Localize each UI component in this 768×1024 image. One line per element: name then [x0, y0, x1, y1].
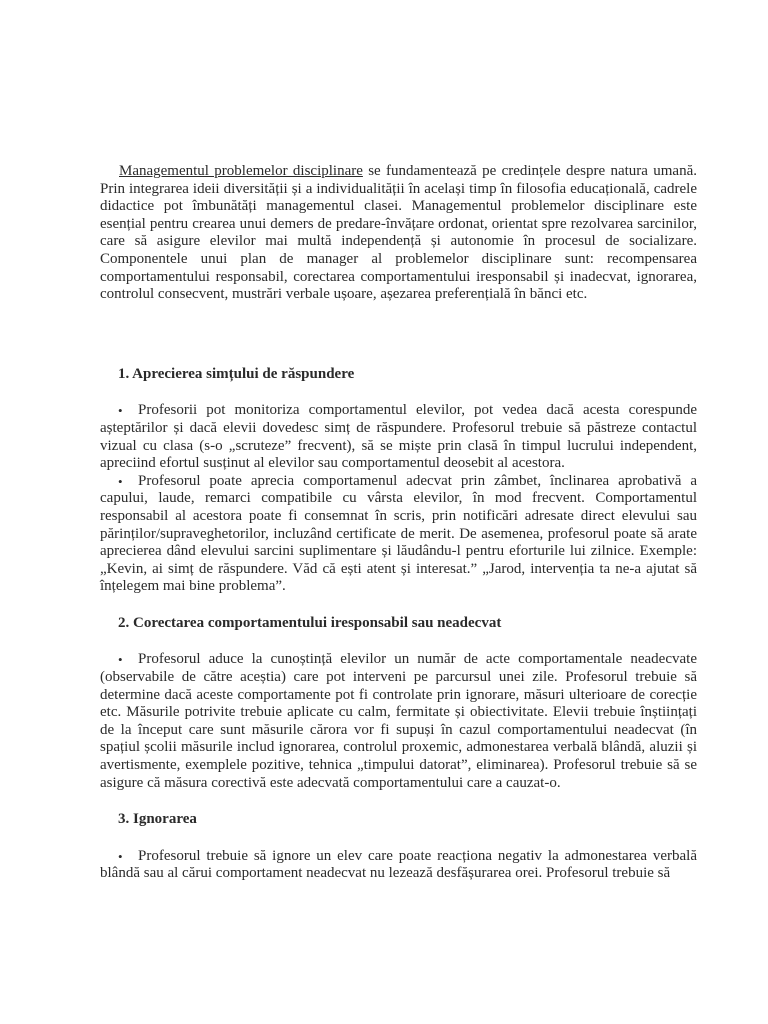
list-item-text: Profesorii pot monitoriza comportamentul elevilor, pot vedea dacă acesta corespunde așteptărilor și dacă elevii dovedesc simț de răspundere. Profesorul trebuie să păstreze contactul vizual cu clasa (s-o „scruteze” frecvent), să se miște prin clasă în timpul lucrului independent, apreciind efortul susținut al elevilor sau comportamentul deosebit al acestora.: [100, 402, 697, 472]
section-heading-2: 2. Corectarea comportamentului iresponsabil sau neadecvat: [118, 614, 502, 631]
section-3-list: [100, 848, 697, 883]
section-heading-1: 1. Aprecierea simțului de răspundere: [118, 365, 355, 382]
intro-paragraph: [100, 163, 697, 304]
list-item: [100, 651, 697, 792]
list-item-text: Profesorul poate aprecia comportamenul adecvat prin zâmbet, înclinarea aprobativă a capului, laude, remarci compatibile cu vârsta elevilor, în mod frecvent. Comportamentul responsabil al acestora poate fi consemnat în scris, prin notificări adresate direct elevului sau părinților/supraveghetorilor, incluzând certificate de merit. De asemenea, profesorul poate să arate aprecierea dând elevului sarcini suplimentare și lăudându-l pentru eforturile lui zilnice. Exemple: „Kevin, ai simț de răspundere. Văd că ești atent și interesat.” „Jarod, intervenția ta ne-a ajutat să înțelegem mai bine problema”.: [100, 472, 697, 595]
list-item-text: Profesorul aduce la cunoștință elevilor un număr de acte comportamentale neadecvate (observabile de către aceștia) care pot interveni pe parcursul unei zile. Profesorul trebuie să determine dacă aceste comportamente pot fi controlate prin ignorare, măsuri ulterioare de corecție etc. Măsurile potrivite trebuie aplicate cu calm, fermitate și obiectivitate. Elevii trebuie înștiințați de la început care sunt măsurile cărora vor fi supuși în cazul comportamentului neadecvat (în spațiul școlii măsurile includ ignorarea, controlul proxemic, admonestarea verbală blândă, aluzii și avertismente, exemplele pozitive, tehnica „timpului datorat”, eliminarea). Profesorul trebuie să se asigure că măsura corectivă este adecvată comportamentului care a cauzat-o.: [100, 651, 697, 791]
intro-title-link: Managementul problemelor disciplinare: [119, 163, 363, 179]
list-item: [100, 402, 697, 472]
list-item-text: Profesorul trebuie să ignore un elev care poate reacționa negativ la admonestarea verbală blândă sau al cărui comportament neadecvat nu lezează desfășurarea orei. Profesorul trebuie să: [100, 847, 697, 882]
section-heading-3: 3. Ignorarea: [118, 811, 197, 828]
list-item: [100, 473, 697, 596]
section-2-list: [100, 651, 697, 792]
intro-text: se fundamentează pe credințele despre natura umană. Prin integrarea ideii diversității și a individualității în același timp în filosofia educațională, cadrele didactice pot îmbunătăți managementul clasei. Managementul problemelor disciplinare este esențial pentru crearea unui demers de predare-învățare ordonat, orientat spre rezolvarea sarcinilor, care să asigure elevilor mai multă independență și autonomie în procesul de socializare. Componentele unui plan de manager al problemelor disciplinare sunt: recompensarea comportamentului responsabil, corectarea comportamentului iresponsabil și inadecvat, ignorarea, controlul consecvent, mustrări verbale ușoare, așezarea preferențială în bănci etc.: [100, 163, 697, 303]
list-item: [100, 848, 697, 883]
document-body: [100, 163, 697, 883]
section-1-list: [100, 402, 697, 596]
